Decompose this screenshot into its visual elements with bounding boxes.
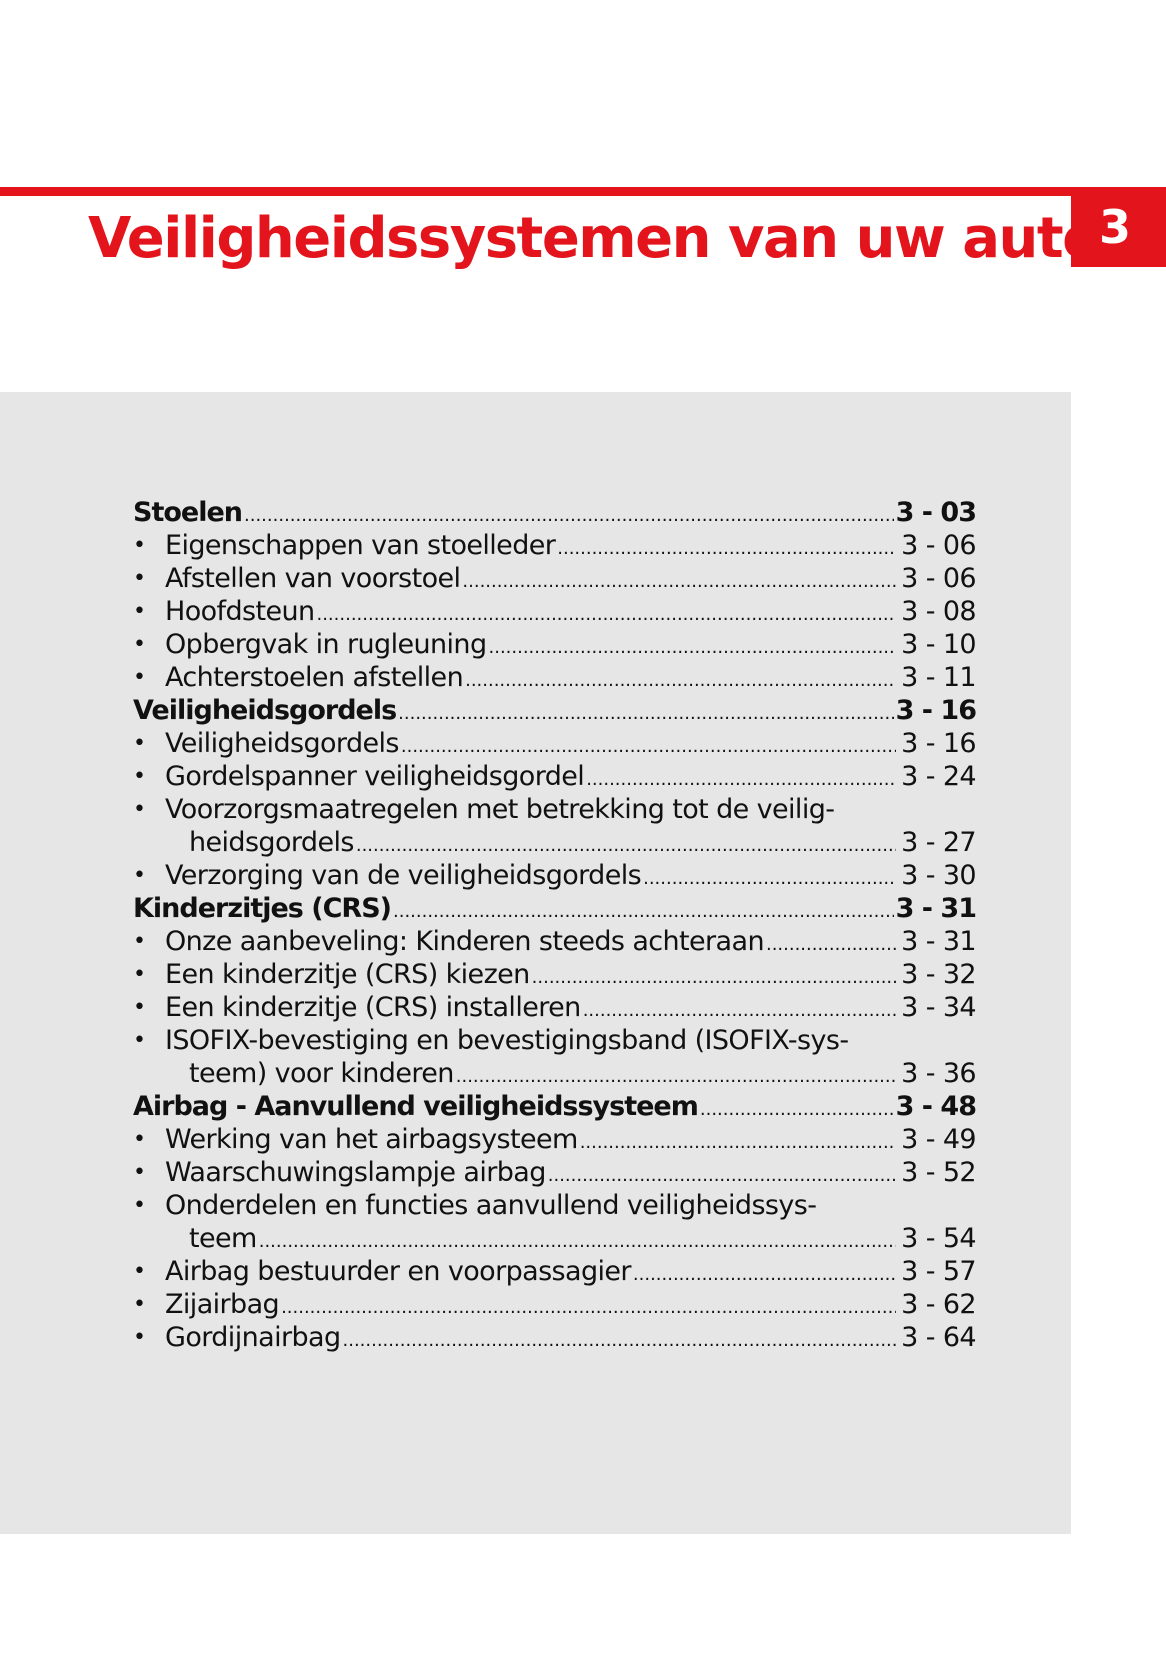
toc-entry[interactable] <box>133 1288 976 1321</box>
toc-dot-leader <box>401 727 896 760</box>
toc-entry[interactable] <box>133 628 976 661</box>
toc-page-number: 3 - 48 <box>895 1091 976 1122</box>
toc-page-number: 3 - 11 <box>901 662 976 693</box>
chapter-title: Veiligheidssystemen van uw auto <box>88 206 1100 271</box>
toc-entry-label: Kinderzitjes (CRS) <box>133 893 391 924</box>
toc-dot-leader <box>766 925 896 958</box>
toc-dot-leader <box>462 562 896 595</box>
toc-page-number: 3 - 31 <box>901 926 976 957</box>
toc-page-number: 3 - 10 <box>901 629 976 660</box>
toc-entry-label: Stoelen <box>133 497 243 528</box>
toc-page-number: 3 - 34 <box>901 992 976 1023</box>
toc-entry[interactable] <box>133 595 976 628</box>
toc-entry-label: • Opbergvak in rugleuning <box>165 629 487 660</box>
toc-page-number: 3 - 08 <box>901 596 976 627</box>
toc-page-number: 3 - 32 <box>901 959 976 990</box>
toc-page-number: 3 - 54 <box>901 1223 976 1254</box>
toc-page-number: 3 - 03 <box>895 497 976 528</box>
toc-page-number: 3 - 36 <box>901 1058 976 1089</box>
toc-dot-leader <box>244 496 894 529</box>
toc-entry[interactable] <box>133 1321 976 1354</box>
toc-entry-continuation[interactable] <box>133 1222 976 1255</box>
toc-dot-leader <box>356 826 896 859</box>
toc-entry[interactable] <box>133 793 976 826</box>
toc-entry-label: • Gordelspanner veiligheidsgordel <box>165 761 585 792</box>
toc-entry[interactable] <box>133 760 976 793</box>
toc-entry[interactable] <box>133 562 976 595</box>
toc-page-number: 3 - 16 <box>895 695 976 726</box>
toc-entry[interactable] <box>133 925 976 958</box>
toc-section-heading[interactable] <box>133 496 976 529</box>
toc-entry-label: • Afstellen van voorstoel <box>165 563 461 594</box>
toc-page-number: 3 - 64 <box>901 1322 976 1353</box>
toc-page-number: 3 - 30 <box>901 860 976 891</box>
toc-entry-label: • Gordijnairbag <box>165 1322 341 1353</box>
toc-dot-leader <box>398 694 893 727</box>
toc-page-number: 3 - 06 <box>901 530 976 561</box>
toc-section-heading[interactable] <box>133 892 976 925</box>
toc-dot-leader <box>643 859 896 892</box>
toc-dot-leader <box>393 892 894 925</box>
toc-entry-continuation[interactable] <box>133 1057 976 1090</box>
toc-entry[interactable] <box>133 859 976 892</box>
toc-page-number: 3 - 62 <box>901 1289 976 1320</box>
toc-entry[interactable] <box>133 661 976 694</box>
table-of-contents <box>133 496 976 1354</box>
toc-dot-leader <box>548 1156 896 1189</box>
toc-dot-leader <box>489 628 897 661</box>
toc-dot-leader <box>532 958 896 991</box>
toc-section-heading[interactable] <box>133 1090 976 1123</box>
toc-entry[interactable] <box>133 1024 976 1057</box>
toc-dot-leader <box>316 595 896 628</box>
toc-page-number: 3 - 06 <box>901 563 976 594</box>
toc-entry[interactable] <box>133 1255 976 1288</box>
toc-section-heading[interactable] <box>133 694 976 727</box>
toc-page-number: 3 - 57 <box>901 1256 976 1287</box>
toc-entry[interactable] <box>133 727 976 760</box>
toc-page-number: 3 - 27 <box>901 827 976 858</box>
toc-page-number: 3 - 49 <box>901 1124 976 1155</box>
toc-page-number: 3 - 52 <box>901 1157 976 1188</box>
toc-entry-continuation[interactable] <box>133 826 976 859</box>
toc-entry[interactable] <box>133 1156 976 1189</box>
toc-dot-leader <box>583 991 896 1024</box>
toc-dot-leader <box>586 760 896 793</box>
toc-entry-label: • Hoofdsteun <box>165 596 315 627</box>
toc-dot-leader <box>700 1090 894 1123</box>
toc-entry-label: • Onze aanbeveling: Kinderen steeds achteraan <box>165 926 764 957</box>
toc-dot-leader <box>281 1288 896 1321</box>
toc-entry-label: • Een kinderzitje (CRS) kiezen <box>165 959 530 990</box>
toc-entry-label: • Achterstoelen afstellen <box>165 662 464 693</box>
toc-entry-label: • Veiligheidsgordels <box>165 728 399 759</box>
toc-entry-label: Airbag - Aanvullend veiligheidssysteem <box>133 1091 698 1122</box>
toc-entry-label: heidsgordels <box>189 827 354 858</box>
toc-dot-leader <box>456 1057 896 1090</box>
toc-entry-label: • ISOFIX-bevestiging en bevestigingsband (ISOFIX-sys- <box>165 1025 849 1056</box>
toc-entry[interactable] <box>133 1189 976 1222</box>
toc-entry-label: • Een kinderzitje (CRS) installeren <box>165 992 581 1023</box>
chapter-number-tab: 3 <box>1071 187 1166 267</box>
toc-dot-leader <box>465 661 896 694</box>
toc-entry-label: • Onderdelen en functies aanvullend veiligheidssys- <box>165 1190 817 1221</box>
toc-dot-leader <box>580 1123 896 1156</box>
toc-entry-label: • Verzorging van de veiligheidsgordels <box>165 860 642 891</box>
toc-entry-label: • Airbag bestuurder en voorpassagier <box>165 1256 631 1287</box>
toc-entry[interactable] <box>133 958 976 991</box>
toc-entry[interactable] <box>133 529 976 562</box>
toc-dot-leader <box>557 529 896 562</box>
chapter-header-rule <box>0 187 1166 196</box>
toc-entry-label: • Zijairbag <box>165 1289 280 1320</box>
toc-entry-label: Veiligheidsgordels <box>133 695 397 726</box>
toc-page-number: 3 - 24 <box>901 761 976 792</box>
toc-entry-label: • Voorzorgsmaatregelen met betrekking tot de veilig- <box>165 794 835 825</box>
toc-entry[interactable] <box>133 1123 976 1156</box>
toc-page-number: 3 - 31 <box>895 893 976 924</box>
toc-dot-leader <box>259 1222 896 1255</box>
toc-entry[interactable] <box>133 991 976 1024</box>
toc-entry-label: teem) voor kinderen <box>189 1058 454 1089</box>
toc-dot-leader <box>633 1255 896 1288</box>
toc-entry-label: • Werking van het airbagsysteem <box>165 1124 578 1155</box>
toc-entry-label: • Eigenschappen van stoelleder <box>165 530 556 561</box>
toc-page-number: 3 - 16 <box>901 728 976 759</box>
toc-entry-label: • Waarschuwingslampje airbag <box>165 1157 546 1188</box>
toc-entry-label: teem <box>189 1223 257 1254</box>
toc-dot-leader <box>343 1321 897 1354</box>
